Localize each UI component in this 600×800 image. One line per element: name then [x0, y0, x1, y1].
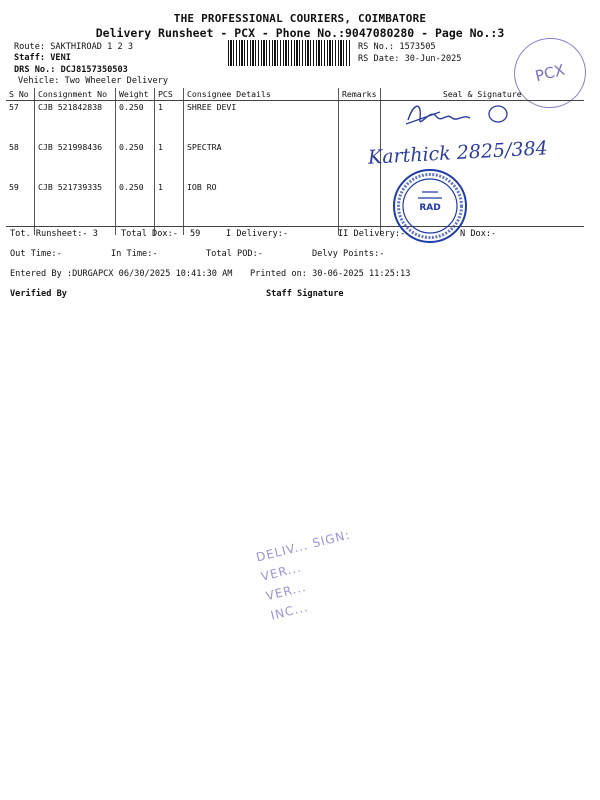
svg-text:RAD: RAD: [419, 203, 441, 213]
n-dox: N Dox:-: [460, 229, 497, 239]
cell-consignee: SPECTRA: [184, 141, 339, 181]
col-sno: S No: [6, 88, 35, 101]
total-dox-label: Total Dox:-: [121, 229, 178, 239]
company-title: THE PROFESSIONAL COURIERS, COIMBATORE: [173, 12, 427, 25]
i-delivery: I Delivery:-: [226, 229, 289, 239]
rs-number: RS No.: 1573505: [358, 42, 436, 52]
cell-sno: 58: [6, 141, 35, 181]
runsheet-title: Delivery Runsheet - PCX - Phone No.:9047080280 - Page No.:3: [95, 26, 505, 40]
entered-by: Entered By :DURGAPCX 06/30/2025 10:41:30 AM: [10, 269, 233, 279]
col-consignee: Consignee Details: [184, 88, 339, 101]
col-weight: Weight: [116, 88, 155, 101]
cell-consignment: CJB 521739335: [35, 181, 116, 235]
signature-scribble-1: [400, 96, 520, 136]
printed-on: Printed on: 30-06-2025 11:25:13: [250, 269, 411, 279]
cell-consignment: CJB 521842838: [35, 101, 116, 142]
tot-runsheet: Tot. Runsheet:- 3: [10, 229, 98, 239]
col-seal-signature: Seal & Signature: [380, 88, 584, 101]
cell-weight: 0.250: [116, 101, 155, 142]
verified-by: Verified By: [10, 289, 67, 299]
cell-weight: 0.250: [116, 181, 155, 235]
cell-consignee: IOB RO: [184, 181, 339, 235]
out-time: Out Time:-: [10, 249, 62, 259]
cell-pcs: 1: [155, 181, 184, 235]
cell-sno: 57: [6, 101, 35, 142]
drs-number: DRS No.: DCJ8157350503: [14, 65, 128, 75]
purple-delivery-stamp: DELIV... SIGN: VER... VER... INC...: [254, 527, 352, 623]
cell-consignee: SHREE DEVI: [184, 101, 339, 142]
total-dox-value: 59: [190, 229, 201, 239]
rs-date: RS Date: 30-Jun-2025: [358, 54, 462, 64]
col-consignment: Consignment No: [35, 88, 116, 101]
pcx-stamp: PCX: [507, 30, 594, 115]
staff: Staff: VENI: [14, 53, 71, 63]
col-pcs: PCS: [155, 88, 184, 101]
barcode: [228, 40, 351, 66]
table-bottom-rule: [6, 226, 584, 227]
delvy-points: Delvy Points:-: [312, 249, 385, 259]
cell-pcs: 1: [155, 101, 184, 142]
vehicle: Vehicle: Two Wheeler Delivery: [18, 76, 169, 86]
in-time: In Time:-: [111, 249, 158, 259]
ii-delivery: II Delivery:-: [338, 229, 406, 239]
cell-pcs: 1: [155, 141, 184, 181]
route: Route: SAKTHIROAD 1 2 3: [14, 42, 133, 52]
total-pod: Total POD:-: [206, 249, 263, 259]
staff-signature: Staff Signature: [266, 289, 344, 299]
cell-weight: 0.250: [116, 141, 155, 181]
cell-consignment: CJB 521998436: [35, 141, 116, 181]
col-remarks: Remarks: [339, 88, 381, 101]
handwritten-signature: Karthick 2825/384: [367, 137, 549, 169]
cell-sno: 59: [6, 181, 35, 235]
